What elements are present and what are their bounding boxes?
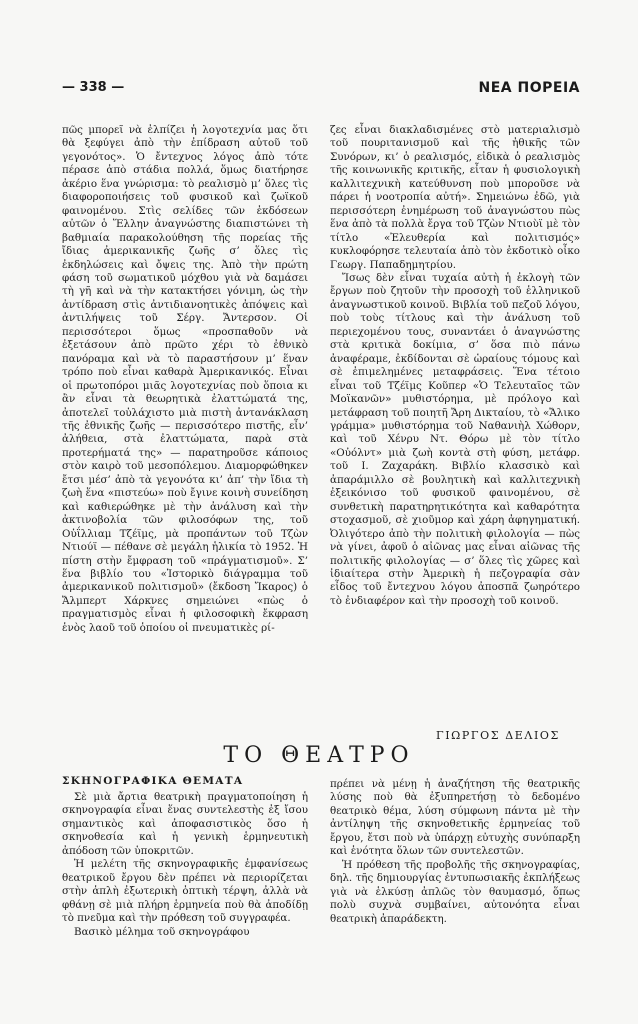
theatre-paragraph: Σὲ μιὰ ἄρτια θεατρικὴ πραγματοποίηση ἡ σκηνογραφία εἶναι ἕνας συντελεστὴς ἐξ ἴσου σημαντικὸς καὶ ἀποφασιστικὸς ὅσο ἡ σκηνοθεσία καὶ ἡ γενικὴ ἑρμηνευτικὴ ἀπόδοση τῶν ὑποκριτῶν.	[62, 791, 308, 857]
theatre-paragraph: Ἡ πρόθεση τῆς προβολῆς τῆς σκηνογραφίας, δηλ. τῆς δημιουργίας ἐντυπωσιακῆς ἐκπλήξεως γιὰ νὰ ἑλκύσῃ ἀπλῶς τὸν θαυμασμό, ὅπως πολὺ συχνὰ συμβαίνει, αὐτονόητα εἶναι θεατρικὴ ἀπαράδεκτη.	[330, 858, 580, 925]
section-title: ΤΟ ΘΕΑΤΡΟ	[223, 743, 415, 768]
running-header	[62, 80, 580, 102]
theatre-right-column	[330, 778, 580, 926]
theatre-paragraph: Βασικὸ μέλημα τοῦ σκηνογράφου	[74, 925, 250, 938]
theatre-paragraph: πρέπει νὰ μένῃ ἡ ἀναζήτηση τῆς θεατρικῆς λύσης ποὺ θὰ ἐξυπηρετήσῃ τὸ δεδομένο θεατρικὸ θέμα, λύση σύμφωνη πάντα μὲ τὴν ἀντίληψη τῆς σκηνοθετικῆς ἑρμηνείας τοῦ ἔργου, ἔτσι ποὺ νὰ ὑπάρχῃ εὐτυχὴς συνύπαρξη καὶ ἑνότητα ὅλων τῶν συντελεστῶν.	[330, 778, 580, 858]
article-left-column	[62, 124, 308, 635]
article-paragraph: ζες εἶναι διακλαδισμένες στὸ ματεριαλισμὸ τοῦ πουριτανισμοῦ καὶ τῆς ἠθικῆς τῶν Συνόρων, κι’ ὁ ρεαλισμός, εἰδικὰ ὁ ρεαλισμὸς τῆς κοινωνικῆς κριτικῆς, εἶταν ἡ φυσιολογικὴ καλλιτεχνικὴ κατεύθυνση ποὺ μποροῦσε νὰ πάρει ἡ νοοτροπία αὐτή». Σημειώνω ἐδῶ, γιὰ περισσότερη ἐνημέρωση τοῦ ἀναγνώστου πὼς ἕνα ἀπὸ τὰ πολλὰ ἔργα τοῦ Τζὼν Ντιοὺϊ μὲ τὸν τίτλο «Ἐλευθερία καὶ πολιτισμός» κυκλοφόρησε τελευταία ἀπὸ τὸν ἐκδοτικὸ οἶκο Γεωργ. Παπαδημητρίου.	[330, 124, 580, 271]
journal-title: ΝΕΑ ΠΟΡΕΙΑ	[478, 80, 580, 96]
page-number: — 338 —	[62, 80, 125, 95]
subheading: ΣΚΗΝΟΓΡΑΦΙΚΑ ΘΕΜΑΤΑ	[62, 775, 244, 787]
article-paragraph: Ἴσως δὲν εἶναι τυχαία αὐτὴ ἡ ἐκλογὴ τῶν ἔργων ποὺ ζητοῦν τὴν προσοχὴ τοῦ ἑλληνικοῦ ἀναγνωστικοῦ κοινοῦ. Βιβλία τοῦ πεζοῦ λόγου, ποὺ τοὺς τίτλους καὶ τὴν ἀνάλυση τοῦ περιεχομένου τους, συναντάει ὁ ἀναγνώστης στὰ κριτικὰ δοκίμια, σ’ ὅσα πιὸ πάνω ἀναφέραμε, ἐκδίδονται σὲ ὡραίους τόμους καὶ σὲ ἐπιμελημένες μεταφράσεις. Ἕνα τέτοιο εἶναι τοῦ Τζέϊμς Κοῦπερ «Ὁ Τελευταῖος τῶν Μοϊκανῶν» μυθιστόρημα, μὲ πρόλογο καὶ μετάφραση τοῦ ποιητῆ Ἄρη Δικταίου, τὸ «Ἄλικο γράμμα» μυθιστόρημα τοῦ Ναθανιὴλ Χώθορν, καὶ τοῦ Χένρυ Ντ. Θόρω μὲ τὸν τίτλο «Οὐόλντ» μιὰ ζωὴ κοντὰ στὴ φύση, μετάφρ. τοῦ Ι. Ζαχαράκη. Βιβλίο κλασσικὸ καὶ ἀπαράμιλλο σὲ βουλητικὴ καὶ καλλιτεχνικὴ ἐξεικόνισο τοῦ φυσικοῦ φαινομένου, σὲ συνθετικὴ παρατηρητικότητα καὶ καθαρότητα στοχασμοῦ, σὲ χιοῦμορ καὶ χάρη ἀφηγηματική. Ὀλιγότερο ἀπὸ τὴν πολιτικὴ φιλολογία — πὼς νὰ γίνει, ἀφοῦ ὁ αἰῶνας μας εἶναι αἰῶνας τῆς πολιτικῆς φιλολογίας — σ’ ὅλες τὶς χῶρες καὶ ἰδιαίτερα στὴν Ἀμερικὴ ἡ πεζογραφία σὰν εἶδος τοῦ ἔντεχνου λόγου ἀποσπᾶ ζωηρότερο τὸ ἐνδιαφέρον καὶ τὴν προσοχὴ τοῦ κοινοῦ.	[330, 271, 580, 607]
article-paragraph: πῶς μπορεῖ νὰ ἐλπίζει ἡ λογοτεχνία μας ὅτι θὰ ξεφύγει ἀπὸ τὴν ἐπίδραση αὐτοῦ τοῦ γεγονότος». Ὁ ἔντεχνος λόγος ἀπὸ τότε πέρασε ἀπὸ στάδια πολλά, ὅμως διατήρησε ἀκέριο ἕνα γνώρισμα: τὸ ρεαλισμὸ μ’ ὅλες τὶς διαφοροποιήσεις τοῦ φυσικοῦ καὶ ζωϊκοῦ φαινομένου. Στὶς σελίδες τῶν ἐκδόσεων αὐτῶν ὁ Ἕλλην ἀναγνώστης διαπιστώνει τὴ βαθμιαία παρακολούθηση τῆς πορείας τῆς ἴδιας ἀμερικανικῆς ζωῆς σ’ ὅλες τὶς ἐκδηλώσεις καὶ ὄψεις της. Ἀπὸ τὴν πρώτη φάση τοῦ σωματικοῦ μόχθου γιὰ νὰ δαμάσει τὴ γῆ καὶ νὰ τὴν κατακτήσει γόνιμη, ὡς τὴν ἀντίδραση στὶς ἀντιδιανοητικὲς ἀπόψεις καὶ ἀντιλήψεις τοῦ Σέργ. Ἄντερσον. Οἱ περισσότεροι ὅμως «προσπαθοῦν νὰ ἐξετάσουν ἀπὸ πρῶτο χέρι τὸ ἐθνικὸ πανόραμα καὶ νὰ τὸ παραστήσουν μ’ ἕναν τρόπο ποὺ εἶναι καθαρὰ Ἀμερικανικός. Εἶναι οἱ πρωτοπόροι μιᾶς λογοτεχνίας ποὺ ὅποια κι ἂν εἶναι τὰ θεωρητικὰ ἐλαττώματά της, ἀποτελεῖ τοὐλάχιστο μιὰ πιστὴ ἀντανάκλαση τῆς ἐθνικῆς ζωῆς — περισσότερο πιστῆς, εἶν’ ἀλήθεια, στὰ ἐλαττώματα, παρὰ στὰ προτερήματά της» — παρατηροῦσε κάποιος στὸν καιρὸ τοῦ μεσοπόλεμου. Διαμορφώθηκεν ἔτσι μέσ’ ἀπὸ τὰ γεγονότα κι’ ἀπ’ τὴν ἴδια τὴ ζωὴ ἕνα «πιστεύω» ποὺ ἔγινε κοινὴ συνείδηση καὶ καθιερώθηκε μὲ τὴν ἀνάλυση καὶ τὴν ἀκτινοβολία τῶν φιλοσόφων της, τοῦ Οὐΐλλιαμ Τζέϊμς, μὰ προπάντων τοῦ Τζὼν Ντιούϊ — πέθανε σὲ μεγάλη ἡλικία τὸ 1952. Ἡ πίστη στὴν ἔμφραση τοῦ «πράγματισμοῦ». Σ’ ἕνα βιβλίο του «Ἱστορικὸ διάγραμμα τοῦ ἀμερικανικοῦ πολιτισμοῦ» (ἔκδοση Ἴκαρος) ὁ Ἄλμπερτ Χάρκνες σημειώνει «πὼς ὁ πραγματισμὸς εἶναι ἡ φιλοσοφικὴ ἔκφραση ἑνὸς λαοῦ τοῦ ὁποίου οἱ πνευματικὲς ρί-	[62, 124, 308, 634]
theatre-left-column	[62, 791, 308, 939]
author-signature: ΓΙΩΡΓΟΣ ΔΕΛΙΟΣ	[436, 729, 560, 742]
article-right-column	[330, 124, 580, 608]
theatre-paragraph: Ἡ μελέτη τῆς σκηνογραφικῆς ἐμφανίσεως θεατρικοῦ ἔργου δὲν πρέπει νὰ περιορίζεται στὴν ἁπλὴ ἐξωτερικὴ ὀπτικὴ τέρψη, ἀλλὰ νὰ φθάνῃ σὲ μιὰ πλήρη ἑρμηνεία ποὺ θὰ ἀποδίδῃ τὸ πνεῦμα καὶ τὴν πρόθεση τοῦ συγγραφέα.	[62, 858, 308, 925]
